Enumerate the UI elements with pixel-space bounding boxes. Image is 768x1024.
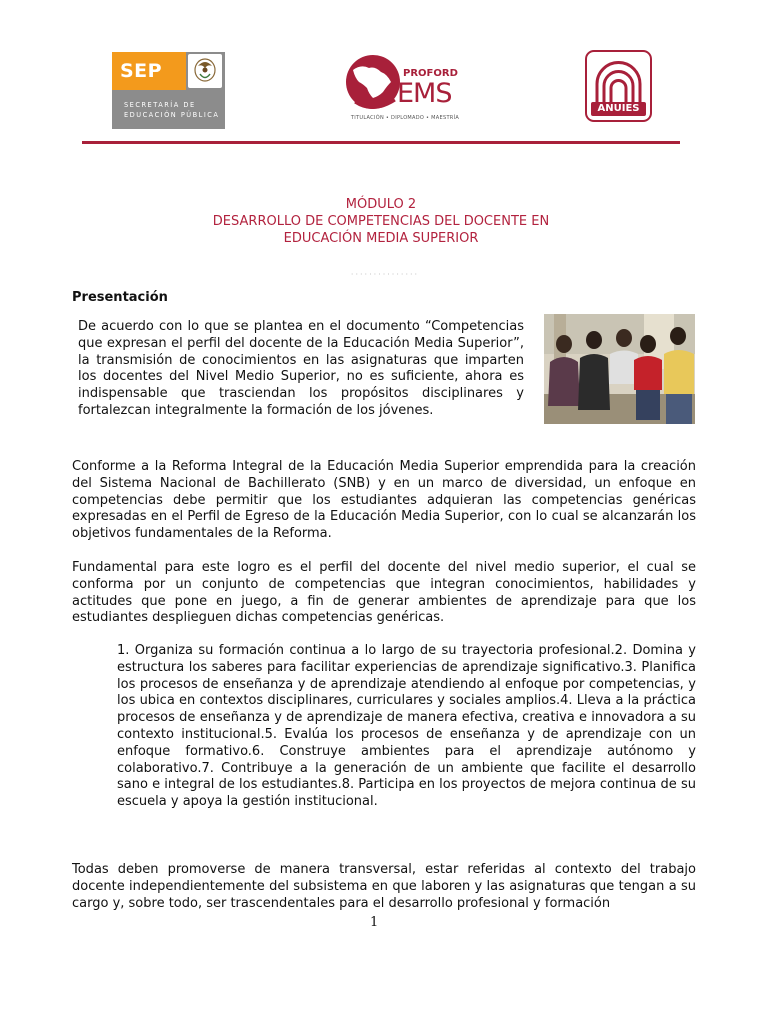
module-title-line-2: DESARROLLO DE COMPETENCIAS DEL DOCENTE EN [212, 214, 550, 229]
sep-logo-line-2: EDUCACIÓN PÚBLICA [124, 111, 220, 119]
ems-label: EMS [397, 78, 452, 109]
anuies-logo [585, 50, 652, 122]
anuies-label: ANUIES [597, 103, 640, 114]
sep-logo-text [124, 100, 224, 120]
dotted-separator: ··············· [350, 270, 420, 279]
module-title [82, 196, 680, 247]
ems-tagline: TITULACIÓN • DIPLOMADO • MAESTRÍA [350, 115, 460, 121]
intro-paragraph: De acuerdo con lo que se plantea en el documento “Competencias que expresan el perfil del docente de la Educación Media Superior”, la transmisión de conocimientos en las asignaturas que imparten los docentes del Nivel Medio Superior, no es suficiente, ahora es indispensable que trasciendan los propósitos disciplinares y fortalezcan integralmente la formación de los jóvenes. [78, 319, 524, 418]
paragraph-reforma: Conforme a la Reforma Integral de la Educación Media Superior emprendida para la creación del Sistema Nacional de Bachillerato (SNB) y en un marco de diversidad, un enfoque en competencias debe permitir que los estudiantes adquieran las competencias genéricas expresadas en el Perfil de Egreso de la Educación Media Superior, con lo cual se alcanzarán los objetivos fundamentales de la Reforma. [72, 459, 696, 542]
module-title-line-3: EDUCACIÓN MEDIA SUPERIOR [283, 231, 479, 246]
section-heading: Presentación [72, 290, 168, 305]
sep-logo-line-1: SECRETARÍA DE [124, 101, 196, 109]
page-number: 1 [370, 915, 379, 930]
sep-logo [112, 52, 225, 129]
mexican-eagle-emblem-icon [188, 54, 222, 88]
proford-ems-logo [343, 52, 465, 124]
header-divider [82, 141, 680, 144]
proford-label: PROFORD [403, 68, 458, 79]
paragraph-perfil-docente: Fundamental para este logro es el perfil del docente del nivel medio superior, el cual se conforma por un conjunto de competencias que integran conocimientos, habilidades y actitudes que pone en juego, a fin de generar ambientes de aprendizaje para que los estudiantes desplieguen dichas competencias genéricas. [72, 560, 696, 626]
sep-logo-abbr: SEP [112, 52, 186, 90]
students-photo [544, 314, 695, 424]
paragraph-transversal: Todas deben promoverse de manera transversal, estar referidas al contexto del trabajo docente independientemente del subsistema en que laboren y las asignaturas que tengan a su cargo y, sobre todo, ser trascendentales para el desarrollo profesional y formación [72, 862, 696, 911]
students-photo-image [544, 314, 695, 424]
module-title-line-1: MÓDULO 2 [345, 197, 417, 212]
competencias-list: 1. Organiza su formación continua a lo largo de su trayectoria profesional.2. Domina y estructura los saberes para facilitar experiencias de aprendizaje significativo.3. Planifica los procesos de enseñanza y de aprendizaje atendiendo al enfoque por competencias, y los ubica en contextos disciplinares, curriculares y sociales amplios.4. Lleva a la práctica procesos de enseñanza y de aprendizaje de manera efectiva, creativa e innovadora a su contexto institucional.5. Evalúa los procesos de enseñanza y de aprendizaje con un enfoque formativo.6. Construye ambientes para el aprendizaje autónomo y colaborativo.7. Contribuye a la generación de un ambiente que facilite el desarrollo sano e integral de los estudiantes.8. Participa en los proyectos de mejora continua de su escuela y apoya la gestión institucional. [117, 643, 696, 810]
